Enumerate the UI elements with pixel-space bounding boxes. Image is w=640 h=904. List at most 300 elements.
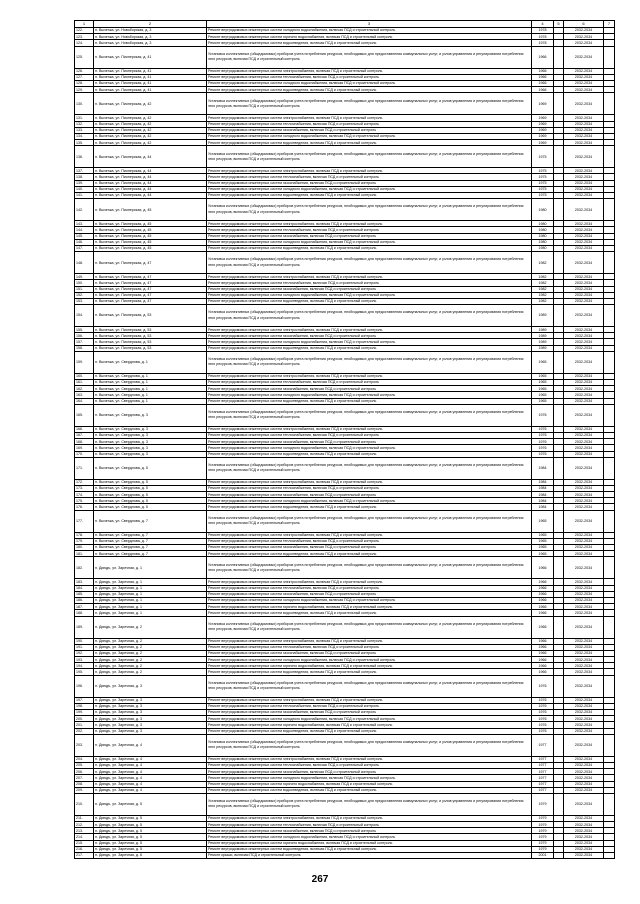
row-work-type: Ремонт внутридомовых инженерных систем водоотведения, включая ПСД и строительный контроль	[207, 451, 532, 457]
row-period: 2032-2034	[564, 280, 604, 286]
row-year: 1976	[532, 432, 554, 438]
row-work-type: Установка коллективных (общедомовых) приборов учета потребления ресурсов, необходимых для предоставления коммунальных услуг, и узлов управления и регулирования потребления этих ресурсов, включая ПСД и строительный контроль	[207, 510, 532, 532]
row-period: 2032-2034	[564, 710, 604, 716]
row-number: 164.	[75, 398, 94, 404]
row-period: 2032-2034	[564, 180, 604, 186]
row-work-type: Ремонт внутридомовых инженерных систем электроснабжения, включая ПСД и строительный контроль	[207, 115, 532, 121]
row-number: 216.	[75, 846, 94, 852]
document-page	[74, 20, 614, 859]
row-work-type: Ремонт внутридомовых инженерных систем электроснабжения, включая ПСД и строительный контроль	[207, 327, 532, 333]
row-year: 1979	[532, 815, 554, 821]
row-address: п. Диюдъ, ул. Заречная, д. 5	[94, 815, 207, 821]
row-number: 168.	[75, 439, 94, 445]
row-year: 1966	[532, 87, 554, 93]
row-address: п. Диюдъ, ул. Заречная, д. 4	[94, 756, 207, 762]
row-work-type: Ремонт внутридомовых инженерных систем водоотведения, включая ПСД и строительный контроль	[207, 193, 532, 199]
row-address: п. Вычегжа, ул. Пионерская, д. 42	[94, 121, 207, 127]
row-address: п. Вычегжа, ул. Пионерская, д. 42	[94, 127, 207, 133]
row-col-5	[554, 305, 564, 327]
row-work-type: Ремонт внутридомовых инженерных систем газоснабжения, включая ПСД и строительный контроль	[207, 650, 532, 656]
row-number: 180.	[75, 545, 94, 551]
row-number: 143.	[75, 221, 94, 227]
row-year: 1982	[532, 286, 554, 292]
row-work-type: Ремонт внутридомовых инженерных систем электроснабжения, включая ПСД и строительный контроль	[207, 168, 532, 174]
row-address: п. Вычегжа, ул. Пионерская, д. 47	[94, 292, 207, 298]
row-address: п. Вычегжа, ул. Пионерская, д. 44	[94, 174, 207, 180]
row-year: 1976	[532, 697, 554, 703]
row-address: п. Диюдъ, ул. Заречная, д. 1	[94, 585, 207, 591]
row-address: п. Вычегжа, ул. Свердлова, д. 5	[94, 479, 207, 485]
row-address: п. Вычегжа, ул. Пионерская, д. 44	[94, 146, 207, 168]
row-number: 212.	[75, 822, 94, 828]
row-address: п. Вычегжа, ул. Пионерская, д. 41	[94, 46, 207, 68]
row-period: 2032-2034	[564, 133, 604, 139]
row-number: 138.	[75, 174, 94, 180]
capital-repair-table	[74, 20, 615, 859]
row-period: 2032-2034	[564, 351, 604, 373]
row-address: п. Вычегжа, ул. Новоборская, д. 3	[94, 40, 207, 46]
row-number: 190.	[75, 638, 94, 644]
row-number: 188.	[75, 610, 94, 616]
row-address: п. Вычегжа, ул. Новоборская, д. 3	[94, 34, 207, 40]
row-year: 1976	[532, 445, 554, 451]
row-work-type: Ремонт внутридомовых инженерных систем холодного водоснабжения, включая ПСД и строительный контроль	[207, 597, 532, 603]
row-work-type: Ремонт внутридомовых инженерных систем водоотведения, включая ПСД и строительный контроль	[207, 669, 532, 675]
row-address: п. Вычегжа, ул. Пионерская, д. 44	[94, 193, 207, 199]
header-col-1: 1	[75, 21, 94, 28]
row-work-type: Ремонт внутридомовых инженерных систем теплоснабжения, включая ПСД и строительный контроль	[207, 432, 532, 438]
row-number: 122.	[75, 28, 94, 34]
table-row	[75, 793, 615, 815]
row-col-7	[604, 616, 615, 638]
row-period: 2032-2034	[564, 199, 604, 221]
row-number: 181.	[75, 551, 94, 557]
row-number: 205.	[75, 762, 94, 768]
row-col-5	[554, 510, 564, 532]
table-row	[75, 199, 615, 221]
header-col-7: 7	[604, 21, 615, 28]
row-number: 125.	[75, 46, 94, 68]
row-year: 1965	[532, 386, 554, 392]
row-address: п. Вычегжа, ул. Пионерская, д. 41	[94, 74, 207, 80]
row-number: 170.	[75, 451, 94, 457]
row-period: 2032-2034	[564, 40, 604, 46]
row-work-type: Ремонт внутридомовых инженерных систем водоотведения, включая ПСД и строительный контроль	[207, 345, 532, 351]
row-work-type: Ремонт внутридомовых инженерных систем водоотведения, включая ПСД и строительный контроль	[207, 298, 532, 304]
row-work-type: Ремонт внутридомовых инженерных систем газоснабжения, включая ПСД и строительный контроль	[207, 286, 532, 292]
row-number: 201.	[75, 722, 94, 728]
row-col-7	[604, 46, 615, 68]
row-period: 2032-2034	[564, 762, 604, 768]
row-address: п. Диюдъ, ул. Заречная, д. 4	[94, 787, 207, 793]
row-number: 131.	[75, 115, 94, 121]
row-period: 2032-2034	[564, 373, 604, 379]
row-address: п. Вычегжа, ул. Пионерская, д. 53	[94, 333, 207, 339]
row-number: 133.	[75, 127, 94, 133]
row-number: 204.	[75, 756, 94, 762]
table-row	[75, 146, 615, 168]
row-period: 2032-2034	[564, 404, 604, 426]
row-work-type: Ремонт внутридомовых инженерных систем холодного водоснабжения, включая ПСД и строительный контроль	[207, 186, 532, 192]
row-period: 2032-2034	[564, 245, 604, 251]
row-period: 2032-2034	[564, 451, 604, 457]
row-work-type: Ремонт внутридомовых инженерных систем водоотведения, включая ПСД и строительный контроль	[207, 245, 532, 251]
row-year: 1977	[532, 762, 554, 768]
row-work-type: Ремонт внутридомовых инженерных систем газоснабжения, включая ПСД и строительный контроль	[207, 439, 532, 445]
row-address: п. Вычегжа, ул. Пионерская, д. 47	[94, 286, 207, 292]
row-period: 2032-2034	[564, 127, 604, 133]
row-year: 1979	[532, 828, 554, 834]
row-work-type: Ремонт внутридомовых инженерных систем водоотведения, включая ПСД и строительный контроль	[207, 610, 532, 616]
row-address: п. Диюдъ, ул. Заречная, д. 2	[94, 644, 207, 650]
row-address: п. Вычегжа, ул. Пионерская, д. 53	[94, 305, 207, 327]
row-work-type: Ремонт внутридомовых инженерных систем газоснабжения, включая ПСД и строительный контроль	[207, 828, 532, 834]
row-period: 2032-2034	[564, 68, 604, 74]
row-year: 1976	[532, 675, 554, 697]
row-address: п. Вычегжа, ул. Пионерская, д. 44	[94, 180, 207, 186]
table-row	[75, 510, 615, 532]
row-col-5	[554, 675, 564, 697]
row-address: п. Вычегжа, ул. Свердлова, д. 5	[94, 457, 207, 479]
row-number: 214.	[75, 834, 94, 840]
row-work-type: Ремонт внутридомовых инженерных систем теплоснабжения, включая ПСД и строительный контроль	[207, 822, 532, 828]
row-year: 1966	[532, 610, 554, 616]
row-number: 157.	[75, 339, 94, 345]
row-address: п. Вычегжа, ул. Пионерская, д. 41	[94, 80, 207, 86]
row-address: п. Диюдъ, ул. Заречная, д. 1	[94, 579, 207, 585]
row-year: 1966	[532, 557, 554, 579]
row-address: п. Вычегжа, ул. Свердлова, д. 3	[94, 445, 207, 451]
row-year: 1977	[532, 769, 554, 775]
row-work-type: Установка коллективных (общедомовых) приборов учета потребления ресурсов, необходимых для предоставления коммунальных услуг, и узлов управления и регулирования потребления этих ресурсов, включая ПСД и строительный контроль	[207, 93, 532, 115]
row-address: п. Диюдъ, ул. Заречная, д. 4	[94, 734, 207, 756]
row-work-type: Ремонт внутридомовых инженерных систем теплоснабжения, включая ПСД и строительный контроль	[207, 174, 532, 180]
row-address: п. Вычегжа, ул. Пионерская, д. 45	[94, 221, 207, 227]
row-address: п. Диюдъ, ул. Заречная, д. 2	[94, 657, 207, 663]
row-col-7	[604, 510, 615, 532]
row-work-type: Ремонт внутридомовых инженерных систем газоснабжения, включая ПСД и строительный контроль	[207, 492, 532, 498]
row-year: 1976	[532, 439, 554, 445]
row-work-type: Ремонт внутридомовых инженерных систем холодного водоснабжения, включая ПСД и строительный контроль	[207, 80, 532, 86]
row-address: п. Вычегжа, ул. Пионерская, д. 45	[94, 239, 207, 245]
row-number: 135.	[75, 140, 94, 146]
row-address: п. Диюдъ, ул. Заречная, д. 3	[94, 716, 207, 722]
row-address: п. Вычегжа, ул. Свердлова, д. 7	[94, 510, 207, 532]
row-address: п. Вычегжа, ул. Свердлова, д. 5	[94, 492, 207, 498]
row-address: п. Вычегжа, ул. Свердлова, д. 7	[94, 532, 207, 538]
row-period: 2032-2034	[564, 793, 604, 815]
row-work-type: Ремонт внутридомовых инженерных систем теплоснабжения, включая ПСД и строительный контроль	[207, 485, 532, 491]
row-col-7	[604, 305, 615, 327]
row-address: п. Диюдъ, ул. Заречная, д. 1	[94, 604, 207, 610]
row-address: п. Диюдъ, ул. Заречная, д. 4	[94, 769, 207, 775]
row-period: 2032-2034	[564, 840, 604, 846]
row-period: 2032-2034	[564, 492, 604, 498]
row-period: 2032-2034	[564, 545, 604, 551]
row-number: 186.	[75, 597, 94, 603]
table-row	[75, 351, 615, 373]
row-year: 1966	[532, 657, 554, 663]
row-year: 1966	[532, 585, 554, 591]
row-address: п. Диюдъ, ул. Заречная, д. 3	[94, 675, 207, 697]
row-period: 2032-2034	[564, 398, 604, 404]
row-work-type: Ремонт крыши, включая ПСД и строительный контроль	[207, 853, 532, 859]
row-period: 2032-2034	[564, 644, 604, 650]
row-number: 147.	[75, 245, 94, 251]
row-period: 2032-2034	[564, 722, 604, 728]
row-year: 1984	[532, 504, 554, 510]
row-address: п. Вычегжа, ул. Пионерская, д. 45	[94, 233, 207, 239]
row-period: 2032-2034	[564, 828, 604, 834]
row-year: 1966	[532, 80, 554, 86]
row-work-type: Ремонт внутридомовых инженерных систем теплоснабжения, включая ПСД и строительный контроль	[207, 227, 532, 233]
header-col-4: 4	[532, 21, 554, 28]
row-work-type: Ремонт внутридомовых инженерных систем водоотведения, включая ПСД и строительный контроль	[207, 846, 532, 852]
row-address: п. Диюдъ, ул. Заречная, д. 3	[94, 703, 207, 709]
row-col-7	[604, 93, 615, 115]
row-address: п. Диюдъ, ул. Заречная, д. 6	[94, 853, 207, 859]
row-col-5	[554, 734, 564, 756]
row-period: 2032-2034	[564, 380, 604, 386]
row-period: 2032-2034	[564, 426, 604, 432]
row-address: п. Вычегжа, ул. Пионерская, д. 47	[94, 252, 207, 274]
row-number: 140.	[75, 186, 94, 192]
row-year: 1980	[532, 245, 554, 251]
row-work-type: Ремонт внутридомовых инженерных систем теплоснабжения, включая ПСД и строительный контроль	[207, 703, 532, 709]
row-number: 200.	[75, 716, 94, 722]
row-work-type: Ремонт внутридомовых инженерных систем газоснабжения, включая ПСД и строительный контроль	[207, 333, 532, 339]
row-col-7	[604, 853, 615, 859]
table-row	[75, 675, 615, 697]
row-year: 1966	[532, 74, 554, 80]
row-year: 1976	[532, 426, 554, 432]
row-year: 1984	[532, 492, 554, 498]
row-work-type: Ремонт внутридомовых инженерных систем электроснабжения, включая ПСД и строительный контроль	[207, 638, 532, 644]
row-period: 2032-2034	[564, 121, 604, 127]
row-period: 2032-2034	[564, 34, 604, 40]
row-work-type: Ремонт внутридомовых инженерных систем холодного водоснабжения, включая ПСД и строительный контроль	[207, 28, 532, 34]
row-year: 1979	[532, 834, 554, 840]
row-number: 126.	[75, 68, 94, 74]
table-row	[75, 853, 615, 859]
row-period: 2032-2034	[564, 853, 604, 859]
row-work-type: Ремонт внутридомовых инженерных систем электроснабжения, включая ПСД и строительный контроль	[207, 532, 532, 538]
row-year: 1984	[532, 457, 554, 479]
row-period: 2032-2034	[564, 769, 604, 775]
row-col-5	[554, 252, 564, 274]
row-address: п. Диюдъ, ул. Заречная, д. 1	[94, 591, 207, 597]
row-number: 206.	[75, 769, 94, 775]
row-year: 1975	[532, 186, 554, 192]
row-work-type: Установка коллективных (общедомовых) приборов учета потребления ресурсов, необходимых для предоставления коммунальных услуг, и узлов управления и регулирования потребления этих ресурсов, включая ПСД и строительный контроль	[207, 616, 532, 638]
row-number: 160.	[75, 373, 94, 379]
row-work-type: Ремонт внутридомовых инженерных систем теплоснабжения, включая ПСД и строительный контроль	[207, 121, 532, 127]
row-work-type: Ремонт внутридомовых инженерных систем водоотведения, включая ПСД и строительный контроль	[207, 87, 532, 93]
header-col-6: 6	[564, 21, 604, 28]
row-address: п. Вычегжа, ул. Свердлова, д. 3	[94, 451, 207, 457]
row-year: 1965	[532, 392, 554, 398]
row-period: 2032-2034	[564, 168, 604, 174]
row-work-type: Ремонт внутридомовых инженерных систем газоснабжения, включая ПСД и строительный контроль	[207, 769, 532, 775]
row-address: п. Вычегжа, ул. Пионерская, д. 53	[94, 345, 207, 351]
row-year: 1980	[532, 239, 554, 245]
header-col-3: 3	[207, 21, 532, 28]
table-header-row	[75, 21, 615, 28]
row-period: 2032-2034	[564, 815, 604, 821]
row-address: п. Вычегжа, ул. Пионерская, д. 53	[94, 339, 207, 345]
row-number: 211.	[75, 815, 94, 821]
row-address: п. Диюдъ, ул. Заречная, д. 4	[94, 762, 207, 768]
row-work-type: Ремонт внутридомовых инженерных систем электроснабжения, включая ПСД и строительный контроль	[207, 68, 532, 74]
row-work-type: Ремонт внутридомовых инженерных систем холодного водоснабжения, включая ПСД и строительный контроль	[207, 445, 532, 451]
row-work-type: Ремонт внутридомовых инженерных систем холодного водоснабжения, включая ПСД и строительный контроль	[207, 392, 532, 398]
row-col-5	[554, 793, 564, 815]
row-work-type: Ремонт внутридомовых инженерных систем электроснабжения, включая ПСД и строительный контроль	[207, 579, 532, 585]
row-address: п. Вычегжа, ул. Пионерская, д. 42	[94, 93, 207, 115]
row-year: 1966	[532, 650, 554, 656]
row-work-type: Установка коллективных (общедомовых) приборов учета потребления ресурсов, необходимых для предоставления коммунальных услуг, и узлов управления и регулирования потребления этих ресурсов, включая ПСД и строительный контроль	[207, 252, 532, 274]
row-number: 152.	[75, 292, 94, 298]
row-work-type: Ремонт внутридомовых инженерных систем теплоснабжения, включая ПСД и строительный контроль	[207, 538, 532, 544]
row-number: 134.	[75, 133, 94, 139]
row-number: 146.	[75, 239, 94, 245]
row-number: 184.	[75, 585, 94, 591]
row-work-type: Ремонт внутридомовых инженерных систем холодного водоснабжения, включая ПСД и строительный контроль	[207, 133, 532, 139]
row-number: 208.	[75, 781, 94, 787]
row-number: 185.	[75, 591, 94, 597]
row-number: 213.	[75, 828, 94, 834]
row-period: 2032-2034	[564, 392, 604, 398]
row-period: 2032-2034	[564, 333, 604, 339]
row-address: п. Вычегжа, ул. Пионерская, д. 47	[94, 280, 207, 286]
row-period: 2032-2034	[564, 650, 604, 656]
row-col-7	[604, 793, 615, 815]
row-col-5	[554, 351, 564, 373]
row-work-type: Ремонт внутридомовых инженерных систем горячего водоснабжения, включая ПСД и строительный контроль	[207, 663, 532, 669]
row-year: 1977	[532, 787, 554, 793]
row-number: 165.	[75, 404, 94, 426]
row-col-7	[604, 252, 615, 274]
row-year: 1965	[532, 373, 554, 379]
row-work-type: Ремонт внутридомовых инженерных систем электроснабжения, включая ПСД и строительный контроль	[207, 274, 532, 280]
row-year: 1965	[532, 510, 554, 532]
row-number: 158.	[75, 345, 94, 351]
row-work-type: Ремонт внутридомовых инженерных систем водоотведения, включая ПСД и строительный контроль	[207, 504, 532, 510]
table-row	[75, 404, 615, 426]
row-period: 2032-2034	[564, 80, 604, 86]
row-year: 1966	[532, 68, 554, 74]
row-address: п. Диюдъ, ул. Заречная, д. 2	[94, 669, 207, 675]
row-period: 2032-2034	[564, 756, 604, 762]
row-year: 1982	[532, 298, 554, 304]
row-year: 1965	[532, 538, 554, 544]
row-work-type: Установка коллективных (общедомовых) приборов учета потребления ресурсов, необходимых для предоставления коммунальных услуг, и узлов управления и регулирования потребления этих ресурсов, включая ПСД и строительный контроль	[207, 734, 532, 756]
row-number: 159.	[75, 351, 94, 373]
row-number: 149.	[75, 274, 94, 280]
row-year: 1969	[532, 93, 554, 115]
row-work-type: Ремонт внутридомовых инженерных систем водоотведения, включая ПСД и строительный контроль	[207, 551, 532, 557]
row-col-7	[604, 734, 615, 756]
row-year: 1977	[532, 775, 554, 781]
row-number: 137.	[75, 168, 94, 174]
row-work-type: Ремонт внутридомовых инженерных систем теплоснабжения, включая ПСД и строительный контроль	[207, 74, 532, 80]
row-year: 1979	[532, 846, 554, 852]
row-address: п. Вычегжа, ул. Свердлова, д. 3	[94, 426, 207, 432]
row-work-type: Ремонт внутридомовых инженерных систем электроснабжения, включая ПСД и строительный контроль	[207, 756, 532, 762]
row-work-type: Установка коллективных (общедомовых) приборов учета потребления ресурсов, необходимых для предоставления коммунальных услуг, и узлов управления и регулирования потребления этих ресурсов, включая ПСД и строительный контроль	[207, 404, 532, 426]
row-number: 189.	[75, 616, 94, 638]
row-col-5	[554, 557, 564, 579]
row-number: 210.	[75, 793, 94, 815]
row-address: п. Вычегжа, ул. Свердлова, д. 1	[94, 392, 207, 398]
row-year: 1989	[532, 345, 554, 351]
row-year: 1976	[532, 728, 554, 734]
row-period: 2032-2034	[564, 46, 604, 68]
row-year: 1969	[532, 121, 554, 127]
row-number: 177.	[75, 510, 94, 532]
row-work-type: Ремонт внутридомовых инженерных систем газоснабжения, включая ПСД и строительный контроль	[207, 233, 532, 239]
row-year: 1966	[532, 591, 554, 597]
row-period: 2032-2034	[564, 504, 604, 510]
row-year: 1975	[532, 168, 554, 174]
row-work-type: Ремонт внутридомовых инженерных систем теплоснабжения, включая ПСД и строительный контроль	[207, 585, 532, 591]
row-period: 2032-2034	[564, 485, 604, 491]
row-address: п. Вычегжа, ул. Свердлова, д. 3	[94, 432, 207, 438]
row-period: 2032-2034	[564, 498, 604, 504]
row-address: п. Диюдъ, ул. Заречная, д. 1	[94, 557, 207, 579]
row-number: 166.	[75, 426, 94, 432]
row-number: 150.	[75, 280, 94, 286]
row-period: 2032-2034	[564, 532, 604, 538]
row-number: 179.	[75, 538, 94, 544]
row-period: 2032-2034	[564, 557, 604, 579]
row-year: 1975	[532, 146, 554, 168]
row-address: п. Вычегжа, ул. Свердлова, д. 5	[94, 504, 207, 510]
row-period: 2032-2034	[564, 479, 604, 485]
row-address: п. Вычегжа, ул. Пионерская, д. 42	[94, 140, 207, 146]
row-period: 2032-2034	[564, 591, 604, 597]
row-year: 1979	[532, 793, 554, 815]
row-work-type: Ремонт внутридомовых инженерных систем холодного водоснабжения, включая ПСД и строительный контроль	[207, 498, 532, 504]
row-year: 1966	[532, 46, 554, 68]
row-number: 194.	[75, 663, 94, 669]
row-year: 1989	[532, 305, 554, 327]
row-address: п. Вычегжа, ул. Пионерская, д. 45	[94, 227, 207, 233]
row-address: п. Диюдъ, ул. Заречная, д. 1	[94, 610, 207, 616]
row-address: п. Вычегжа, ул. Пионерская, д. 53	[94, 327, 207, 333]
row-address: п. Диюдъ, ул. Заречная, д. 3	[94, 722, 207, 728]
row-period: 2032-2034	[564, 193, 604, 199]
row-work-type: Ремонт внутридомовых инженерных систем холодного водоснабжения, включая ПСД и строительный контроль	[207, 716, 532, 722]
row-address: п. Вычегжа, ул. Свердлова, д. 7	[94, 545, 207, 551]
row-address: п. Диюдъ, ул. Заречная, д. 5	[94, 840, 207, 846]
row-period: 2032-2034	[564, 298, 604, 304]
row-address: п. Вычегжа, ул. Свердлова, д. 7	[94, 551, 207, 557]
row-work-type: Ремонт внутридомовых инженерных систем водоотведения, включая ПСД и строительный контроль	[207, 787, 532, 793]
row-number: 191.	[75, 644, 94, 650]
row-year: 1984	[532, 479, 554, 485]
row-period: 2032-2034	[564, 616, 604, 638]
row-number: 161.	[75, 380, 94, 386]
row-number: 136.	[75, 146, 94, 168]
row-number: 142.	[75, 199, 94, 221]
row-year: 1966	[532, 579, 554, 585]
row-year: 1980	[532, 199, 554, 221]
row-number: 124.	[75, 40, 94, 46]
table-row	[75, 557, 615, 579]
row-year: 1989	[532, 333, 554, 339]
row-work-type: Установка коллективных (общедомовых) приборов учета потребления ресурсов, необходимых для предоставления коммунальных услуг, и узлов управления и регулирования потребления этих ресурсов, включая ПСД и строительный контроль	[207, 557, 532, 579]
